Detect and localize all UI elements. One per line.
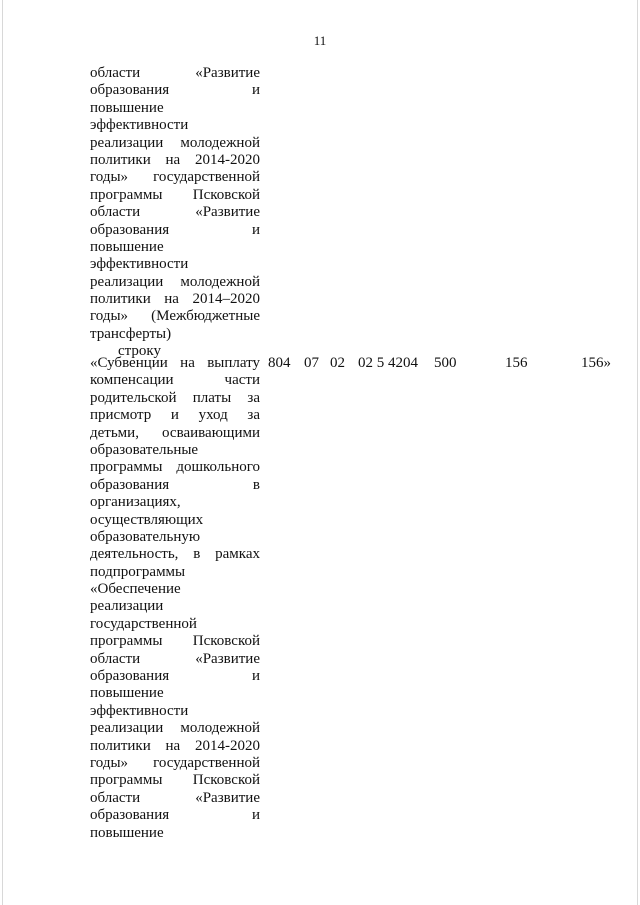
subsection-code-cell: 02 — [330, 355, 345, 371]
text-line: «Обеспечение — [90, 581, 181, 598]
amount-total-cell: 156» — [581, 355, 611, 371]
text-line: эффективности — [90, 117, 189, 134]
text-line: политики на 2014-2020 — [90, 737, 260, 754]
text-line: присмотр и уход за — [90, 407, 260, 424]
target-article-cell: 02 5 4204 — [358, 355, 418, 371]
text-line: программы дошкольного — [90, 459, 260, 476]
text-line: области «Развитие — [90, 204, 260, 221]
text-line: образовательные — [90, 441, 199, 458]
text-line: повышение — [90, 685, 164, 702]
text-line: деятельность, в рамках — [90, 546, 260, 563]
text-line: реализации молодежной — [90, 273, 260, 290]
text-line: трансферты) — [90, 325, 172, 342]
text-line: подпрограммы — [90, 563, 186, 580]
text-line: программы Псковской — [90, 633, 260, 650]
text-line: реализации молодежной — [90, 720, 260, 737]
text-line: эффективности — [90, 256, 189, 273]
text-line: политики на 2014-2020 — [90, 151, 260, 168]
text-line: реализации молодежной — [90, 134, 260, 151]
scan-edge-left — [2, 0, 3, 905]
text-line: программы Псковской — [90, 772, 260, 789]
ministry-code-cell: 804 — [268, 355, 291, 371]
text-line: образовательную — [90, 528, 201, 545]
text-line: годы» государственной — [90, 754, 260, 771]
page-number: 11 — [313, 33, 327, 48]
text-line: области «Развитие — [90, 650, 260, 667]
text-line: организациях, — [90, 494, 181, 511]
amount-cell: 156 — [505, 355, 528, 371]
scan-edge-right — [637, 0, 638, 905]
text-line: компенсации части — [90, 372, 260, 389]
previous-row-description — [90, 65, 260, 361]
row-description — [90, 355, 260, 842]
text-line: «Субвенции на выплату — [90, 355, 260, 371]
text-line: годы» (Межбюджетные — [90, 308, 260, 325]
text-line: повышение — [90, 238, 164, 255]
text-line: области «Развитие — [90, 65, 260, 81]
text-line: образования и — [90, 807, 260, 824]
text-line: осуществляющих — [90, 511, 204, 528]
text-line: образования и — [90, 82, 260, 99]
text-line: родительской платы за — [90, 389, 260, 406]
text-line: программы Псковской — [90, 186, 260, 203]
text-line: области «Развитие — [90, 789, 260, 806]
text-line: образования и — [90, 668, 260, 685]
text-line: образования и — [90, 221, 260, 238]
text-line: образования в — [90, 476, 260, 493]
section-code-cell: 07 — [304, 355, 319, 371]
text-line: повышение — [90, 99, 164, 116]
instruction-text: строку — [118, 343, 161, 360]
text-line: государственной — [90, 615, 197, 632]
text-line: эффективности — [90, 702, 189, 719]
text-line: повышение — [90, 824, 164, 841]
expense-type-cell: 500 — [434, 355, 457, 371]
text-line: политики на 2014–2020 — [90, 291, 260, 308]
text-line: реализации — [90, 598, 164, 615]
text-line: годы» государственной — [90, 169, 260, 186]
text-line: детьми, осваивающими — [90, 424, 260, 441]
